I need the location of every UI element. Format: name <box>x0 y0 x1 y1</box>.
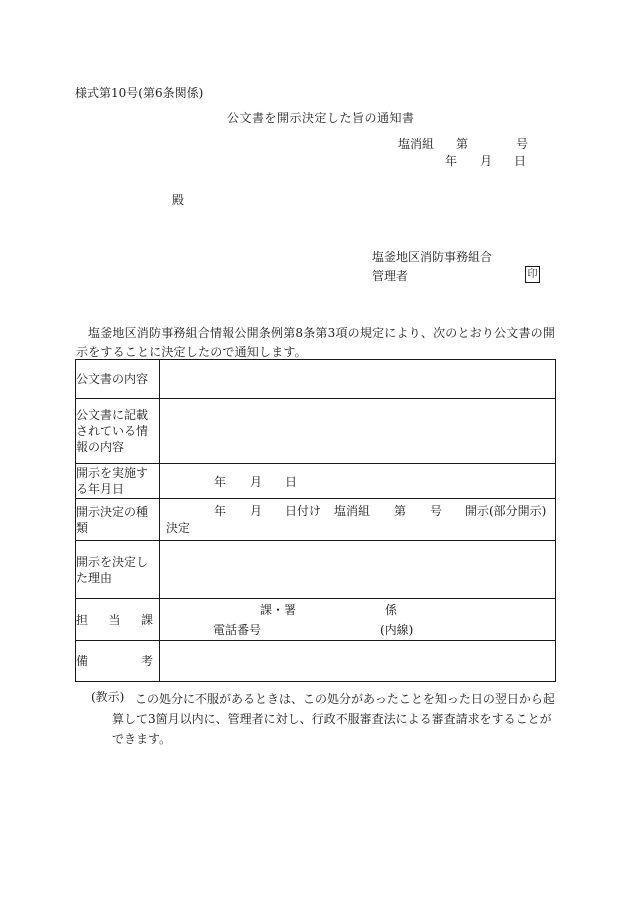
label-tou: 当 <box>108 612 121 627</box>
label-tan: 担 <box>76 612 89 627</box>
phone-label: 電話番号 <box>213 623 262 637</box>
row4-day: 日付け <box>285 504 322 518</box>
label-decision-type: 開示決定の種類 <box>76 499 160 541</box>
row4-year: 年 <box>214 504 227 518</box>
row3-day: 日 <box>285 475 298 489</box>
kakari-label: 係 <box>385 603 398 617</box>
ka-sho-label: 課・署 <box>260 603 297 617</box>
value-decision-reason <box>160 541 556 599</box>
label-decision-reason: 開示を決定した理由 <box>76 541 160 599</box>
table-row <box>76 399 556 464</box>
reference-prefix: 塩消組 <box>398 137 435 151</box>
seal-mark: 印 <box>525 266 540 283</box>
intro-paragraph: 塩釜地区消防事務組合情報公開条例第8条第3項の規定により、次のとおり公文書の開示をすることに決定したので通知します。 <box>76 326 556 359</box>
date-month: 月 <box>480 154 493 168</box>
label-responsible-section <box>76 599 160 641</box>
row3-year: 年 <box>214 475 227 489</box>
table-row <box>76 360 556 399</box>
value-document-content <box>160 360 556 399</box>
row4-dai: 第 <box>394 504 407 518</box>
reference-go: 号 <box>516 137 529 151</box>
row4-prefix: 塩消組 <box>334 504 371 518</box>
label-kou: 考 <box>140 654 153 668</box>
label-information-content: 公文書に記載されている情報の内容 <box>76 399 160 464</box>
row4-month: 月 <box>250 504 263 518</box>
naisen-label: (内線) <box>380 623 414 637</box>
label-disclosure-date: 開示を実施する年月日 <box>76 464 160 499</box>
row3-month: 月 <box>250 475 263 489</box>
label-ka: 課 <box>140 612 153 627</box>
sender-title: 管理者 <box>372 269 409 283</box>
label-bi: 備 <box>76 654 89 668</box>
table-row <box>76 641 556 682</box>
table-row <box>76 464 556 499</box>
table-row <box>76 599 556 641</box>
instruction-label: (教示) <box>91 690 125 704</box>
label-document-content: 公文書の内容 <box>76 360 160 399</box>
date-year: 年 <box>445 154 458 168</box>
disclosure-table <box>75 359 556 682</box>
row4-kind: 開示(部分開示) <box>465 504 547 518</box>
row4-kind-continuation: 決定 <box>166 521 191 535</box>
value-remarks <box>160 641 556 682</box>
table-row <box>76 499 556 541</box>
row4-go: 号 <box>430 504 443 518</box>
reference-dai: 第 <box>456 137 469 151</box>
document-title: 公文書を開示決定した旨の通知書 <box>227 111 415 125</box>
instruction-text: この処分に不服があるときは、この処分があったことを知った日の翌日から起算して3箇月以内に、管理者に対し、行政不服審査法による審査請求をすることができます。 <box>112 692 555 746</box>
date-day: 日 <box>514 154 527 168</box>
value-responsible-section <box>160 599 556 641</box>
value-decision-type <box>160 499 556 541</box>
form-number: 様式第10号(第6条関係) <box>75 86 204 100</box>
value-disclosure-date <box>160 464 556 499</box>
label-remarks <box>76 641 160 682</box>
value-information-content <box>160 399 556 464</box>
table-row <box>76 541 556 599</box>
addressee-suffix: 殿 <box>172 193 185 207</box>
sender-organization: 塩釜地区消防事務組合 <box>372 250 493 264</box>
